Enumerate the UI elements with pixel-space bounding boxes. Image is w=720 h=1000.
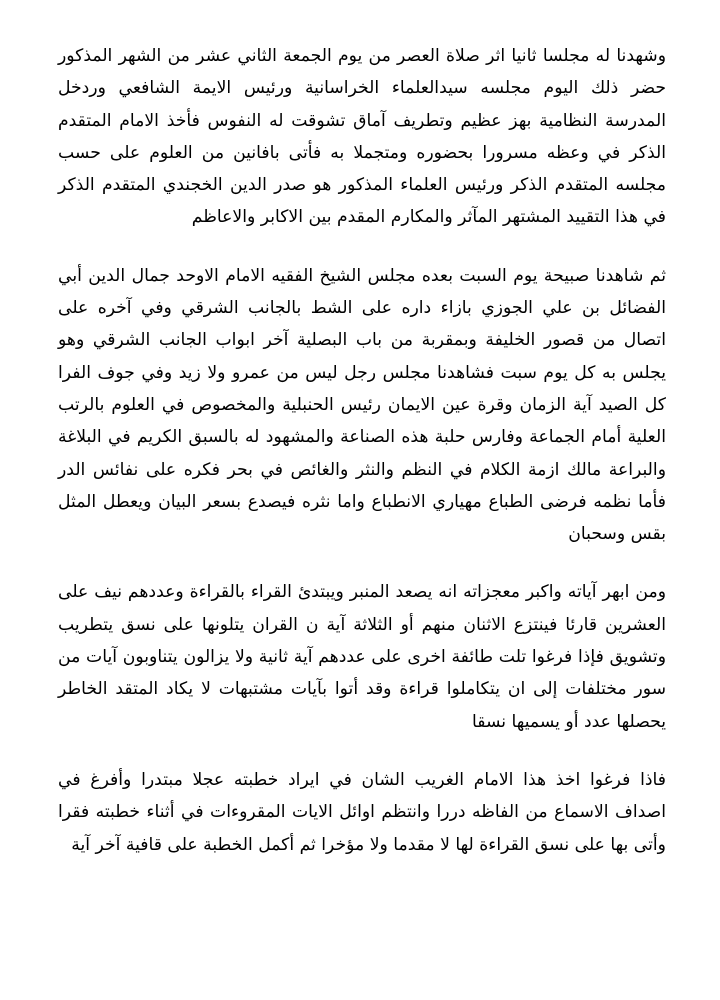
paragraph-3: ومن ابهر آياته واكبر معجزاته انه يصعد المنبر ويبتدئ القراء بالقراءة وعددهم نيف على العشرين قارئا فينتزع الاثنان منهم أو الثلاثة آية ن القران يتلونها على نسق يتطريب وتشويق فإذا فرغوا تلت طائفة اخرى على عددهم آية ثانية ولا يزالون يتناوبون آيات من سور مختلفات إلى ان يتكاملوا قراءة وقد أتوا بآيات مشتبهات لا يكاد المتقد الخاطر يحصلها عدد أو يسميها نسقا [58,582,666,732]
paragraph-1: وشهدنا له مجلسا ثانيا اثر صلاة العصر من يوم الجمعة الثاني عشر من الشهر المذكور حضر ذلك اليوم مجلسه سيدالعلماء الخراسانية ورئيس الايمة الشافعي وردخل المدرسة النظامية بهز عظيم وتطريف آماق تشوقت له النفوس فأخذ الامام المتقدم الذكر في وعظه مسرورا بحضوره ومتجملا به فأتى بافانين من العلوم على حسب مجلسه المتقدم الذكر ورئيس العلماء المذكور هو صدر الدين الخجندي المتقدم الذكر في هذا التقييد المشتهر المآثر والمكارم المقدم بين الاكابر والاعاظم [58,46,666,228]
paragraph-2: ثم شاهدنا صبيحة يوم السبت بعده مجلس الشيخ الفقيه الامام الاوحد جمال الدين أبي الفضائل بن علي الجوزي بازاء داره على الشط بالجانب الشرقي وفي آخره على اتصال من قصور الخليفة وبمقربة من باب البصلية آخر ابواب الجانب الشرقي وهو يجلس به كل يوم سبت فشاهدنا مجلس رجل ليس من عمرو ولا زيد وفي جوف الفرا كل الصيد آية الزمان وقرة عين الايمان رئيس الحنبلية والمخصوص في العلوم بالرتب العلية أمام الجماعة وفارس حلبة هذه الصناعة والمشهود له بالسبق الكريم في البلاغة والبراعة مالك ازمة الكلام في النظم والنثر والغائص في بحر فكره على نفائس الدر فأما نظمه فرضى الطباع مهياري الانطباع واما نثره فيصدع بسعر البيان ويعطل المثل بقس وسحبان [58,265,666,545]
paragraph-4: فاذا فرغوا اخذ هذا الامام الغريب الشان في ايراد خطبته عجلا مبتدرا وأفرغ في اصداف الاسماع من الفاظه دررا وانتظم اوائل الايات المقروءات في أثناء خطبته فقرا وأتى بها على نسق القراءة لها لا مقدما ولا مؤخرا ثم أكمل الخطبة على قافية آخر آية [58,769,666,855]
document-page [58,40,666,861]
